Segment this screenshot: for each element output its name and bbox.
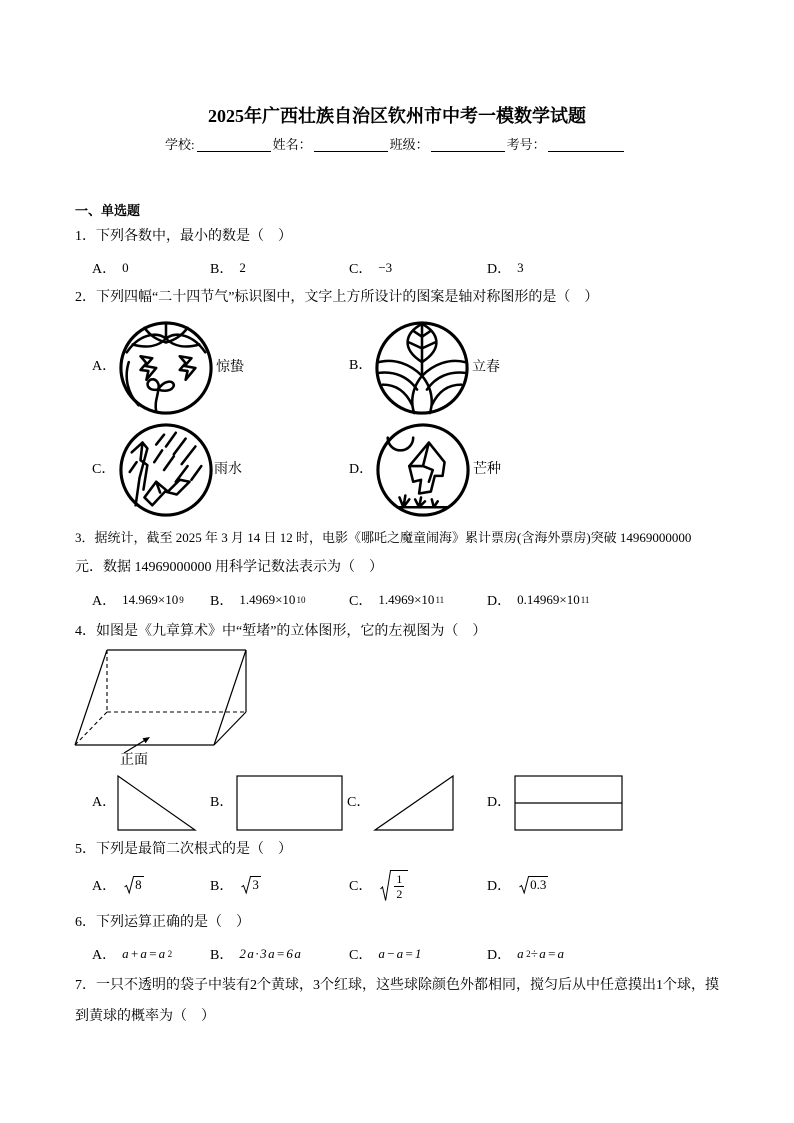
front-view-label: 正面: [120, 753, 148, 768]
radicand: 3: [252, 877, 259, 892]
option-c: [349, 253, 392, 283]
jingzhe-emblem-icon: [117, 319, 215, 417]
option-value: 2: [239, 260, 246, 275]
option-a: [92, 585, 184, 615]
option-b: [210, 253, 246, 283]
right-triangle-icon: [116, 774, 198, 832]
square-root: [124, 876, 144, 894]
option-c: [349, 870, 408, 900]
square-root: [241, 876, 261, 894]
square-root: [380, 870, 408, 901]
radicand: [391, 870, 408, 901]
option-mantissa: 14.969×10: [122, 592, 179, 607]
option-d: [487, 870, 548, 900]
numerator: 1: [396, 871, 403, 886]
option-label: C．: [349, 262, 373, 277]
option-exponent: 9: [179, 594, 184, 605]
question-5-stem: 5．下列是最简二次根式的是（ ）: [75, 842, 292, 857]
right-triangle-icon: [373, 774, 455, 832]
exam-title: 2025年广西壮族自治区钦州市中考一模数学试题: [208, 106, 586, 126]
option-b-label: B．: [210, 795, 234, 810]
lightning-left: [141, 356, 157, 380]
option-value: 0: [122, 260, 129, 275]
option-label: C．: [349, 594, 373, 609]
question-1-options: [0, 253, 794, 283]
option-c-caption: 雨水: [214, 462, 242, 477]
option-exponent: 10: [296, 594, 306, 605]
divided-rectangle-icon: [513, 774, 625, 832]
question-5-options: [0, 870, 794, 900]
hidden-left-bottom-edge: [75, 712, 107, 745]
radicand: 8: [135, 877, 142, 892]
rectangle-icon: [235, 774, 345, 832]
option-label: A．: [92, 879, 117, 894]
school-blank: [197, 137, 271, 152]
lichun-emblem-icon: [373, 319, 471, 417]
option-a: [92, 939, 172, 969]
option-label: D．: [487, 879, 512, 894]
broken-roof-shape: [144, 480, 189, 505]
option-d-label: D．: [487, 795, 512, 810]
lightning-right: [180, 356, 196, 380]
question-2-stem: 2．下列四幅“二十四节气”标识图中，文字上方所设计的图案是轴对称图形的是（ ）: [75, 290, 599, 305]
school-label: 学校:: [165, 137, 195, 152]
option-a: [92, 870, 144, 900]
option-a: [92, 253, 129, 283]
option-label: D．: [487, 594, 512, 609]
class-label: 班级：: [389, 137, 429, 152]
option-exponent: 11: [435, 594, 445, 605]
option-a-label: A．: [92, 795, 117, 810]
option-label: B．: [210, 262, 234, 277]
option-expression: a+a=a: [122, 946, 167, 961]
question-6-options: [0, 939, 794, 969]
option-d-label: D．: [349, 462, 374, 477]
option-mantissa: 1.4969×10: [378, 592, 435, 607]
option-c: [349, 585, 444, 615]
left-slant-edge: [75, 650, 107, 745]
option-exponent: 11: [580, 594, 590, 605]
radical-sign-icon: [380, 870, 391, 901]
right-slant-edge: [214, 650, 246, 745]
option-value: 3: [517, 260, 524, 275]
option-d: [487, 585, 589, 615]
option-mantissa: 0.14969×10: [517, 592, 580, 607]
option-b: [210, 939, 302, 969]
option-c-label: C．: [347, 795, 371, 810]
option-exponent: 2: [167, 948, 173, 959]
option-label: A．: [92, 948, 117, 963]
option-mantissa: 1.4969×10: [239, 592, 296, 607]
student-info-line: [165, 136, 626, 154]
option-label: B．: [210, 948, 234, 963]
question-3-stem-line-2: 元．数据 14969000000 用科学记数法表示为（ ）: [75, 560, 383, 575]
square-root: [519, 876, 548, 894]
question-7-stem-line-1: 7．一只不透明的袋子中装有2个黄球，3个红球，这些球除颜色外都相同，搅匀后从中任意摸出1个球，摸: [75, 978, 719, 993]
option-label: D．: [487, 948, 512, 963]
option-d: [487, 253, 524, 283]
option-expression: a−a=1: [378, 946, 423, 961]
radical-sign-icon: [519, 876, 529, 894]
right-bottom-edge: [214, 712, 246, 745]
option-c-label: C．: [92, 462, 116, 477]
section-title: 一、单选题: [75, 203, 141, 218]
rain-lines: [154, 433, 201, 482]
radical-sign-icon: [241, 876, 251, 894]
name-label: 姓名：: [272, 137, 312, 152]
mangzhong-emblem-icon: [374, 421, 472, 519]
front-arrow-head: [143, 737, 151, 743]
question-6-stem: 6．下列运算正确的是（ ）: [75, 915, 250, 930]
option-value: −3: [378, 260, 393, 275]
option-label: A．: [92, 594, 117, 609]
option-label: C．: [349, 879, 373, 894]
option-b-label: B．: [349, 358, 373, 373]
class-blank: [431, 137, 505, 152]
option-b: [210, 870, 261, 900]
question-7-stem-line-2: 到黄球的概率为（ ）: [75, 1009, 215, 1024]
option-label: D．: [487, 262, 512, 277]
exam-number-label: 考号：: [506, 137, 546, 152]
exam-number-blank: [548, 137, 624, 152]
option-a-label: A．: [92, 359, 117, 374]
qiandu-prism-figure: [70, 640, 255, 765]
option-exponent: 2: [526, 948, 531, 959]
question-3-stem-line-1: 3．据统计，截至 2025 年 3 月 14 日 12 时，电影《哪吒之魔童闹海》累计票房(含海外票房)突破 14969000000: [75, 530, 692, 545]
cloud-arcs: [127, 324, 206, 405]
radical-sign-icon: [124, 876, 134, 894]
option-c: [349, 939, 423, 969]
option-b: [210, 585, 305, 615]
grass: [398, 495, 449, 507]
yushui-emblem-icon: [117, 421, 215, 519]
option-expression: 2a·3a=6a: [239, 946, 303, 961]
option-b-caption: 立春: [472, 360, 500, 375]
question-4-stem: 4．如图是《九章算术》中“堑堵”的立体图形，它的左视图为（ ）: [75, 624, 487, 639]
fraction: [392, 871, 406, 901]
name-blank: [314, 137, 388, 152]
option-expression: ÷a=a: [530, 946, 566, 961]
question-1-stem: 1．下列各数中，最小的数是（ ）: [75, 229, 292, 244]
option-label: A．: [92, 262, 117, 277]
option-label: B．: [210, 879, 234, 894]
denominator: 2: [396, 886, 403, 901]
option-label: B．: [210, 594, 234, 609]
option-d-caption: 芒种: [473, 462, 501, 477]
option-base: a: [517, 946, 526, 961]
figure-polygon: [409, 443, 444, 494]
radicand: 0.3: [530, 877, 547, 892]
sprout: [148, 379, 174, 411]
question-3-options: [0, 585, 794, 615]
option-label: C．: [349, 948, 373, 963]
option-a-caption: 惊蛰: [216, 360, 244, 375]
option-d: [487, 939, 566, 969]
